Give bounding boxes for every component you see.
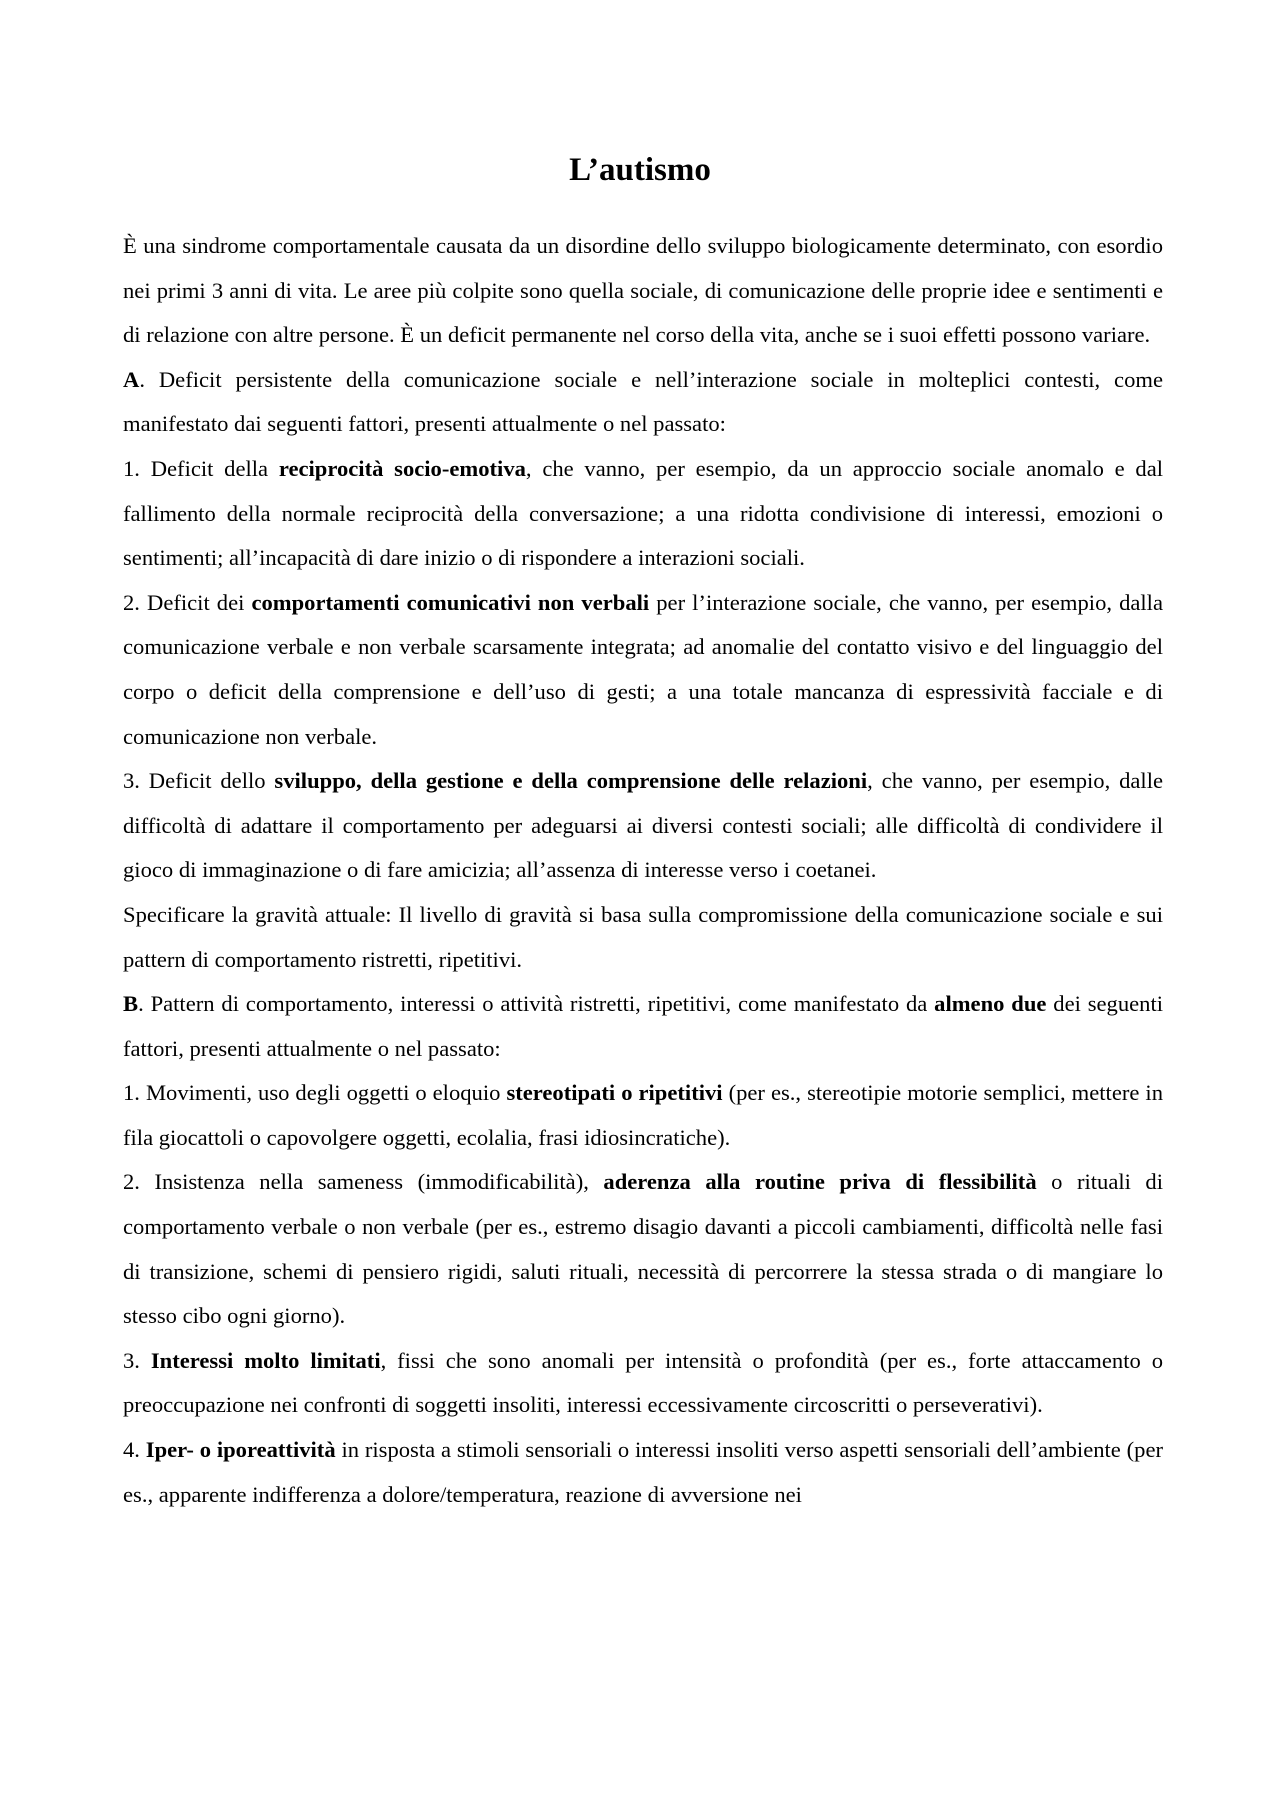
item-text: per l’interazione sociale, che vanno, per esempio, dalla comunicazione verbale e non verbale scarsamente integrata; ad anomalie del contatto visivo e del linguaggio del corpo o deficit della comprensione e dell’uso di gesti; a una totale mancanza di espressività facciale e di comunicazione non verbale. (123, 589, 1163, 749)
item-text: , fissi che sono anomali per intensità o profondità (per es., forte attaccamento o preoccupazione nei confronti di soggetti insoliti, interessi eccessivamente circoscritti o perseverativi). (123, 1347, 1163, 1418)
item-emphasis: comportamenti comunicativi non verbali (251, 589, 650, 615)
section-b-item-3 (123, 1339, 1163, 1428)
section-a-item-2 (123, 581, 1163, 759)
item-prefix: 1. Movimenti, uso degli oggetti o eloquio (123, 1080, 507, 1106)
severity-paragraph: Specificare la gravità attuale: Il livello di gravità si basa sulla compromissione della comunicazione sociale e sui pattern di comportamento ristretti, ripetitivi. (123, 901, 1163, 972)
item-prefix: 2. Insistenza nella sameness (immodificabilità), (123, 1169, 604, 1195)
item-text: (per es., stereotipie motorie semplici, mettere in fila giocattoli o capovolgere oggetti, ecolalia, frasi idiosincratiche). (123, 1080, 1163, 1150)
section-b-text-post: dei seguenti fattori, presenti attualmente o nel passato: (123, 991, 1164, 1061)
item-emphasis: reciprocità socio-emotiva (278, 455, 526, 481)
section-b-letter: B (123, 991, 139, 1017)
item-text: o rituali di comportamento verbale o non verbale (per es., estremo disagio davanti a piccoli cambiamenti, difficoltà nelle fasi di transizione, schemi di pensiero rigidi, saluti rituali, necessità di percorrere la stessa strada o di mangiare lo stesso cibo ogni giorno). (123, 1169, 1164, 1329)
section-b-text-pre: . Pattern di comportamento, interessi o attività ristretti, ripetitivi, come manifestato da (138, 991, 935, 1017)
item-emphasis: Interessi molto limitati (150, 1347, 381, 1373)
section-a-item-1 (123, 447, 1163, 581)
section-a-letter: A (123, 366, 140, 392)
item-text: , che vanno, per esempio, da un approccio sociale anomalo e dal fallimento della normale reciprocità della conversazione; a una ridotta condivisione di interessi, emozioni o sentimenti; all’incapacità di dare inizio o di rispondere a interazioni sociali. (123, 455, 1163, 571)
section-a-item-3 (123, 759, 1163, 893)
item-prefix: 3. Deficit dello (123, 768, 275, 794)
item-prefix: 4. (123, 1437, 146, 1463)
item-emphasis: sviluppo, della gestione e della comprensione delle relazioni (274, 768, 868, 794)
item-text: in risposta a stimoli sensoriali o interessi insoliti verso aspetti sensoriali dell’ambiente (per es., apparente indifferenza a dolore/temperatura, reazione di avversione nei (123, 1437, 1164, 1507)
section-a-text: . Deficit persistente della comunicazione sociale e nell’interazione sociale in molteplici contesti, come manifestato dai seguenti fattori, presenti attualmente o nel passato: (123, 366, 1163, 437)
intro-paragraph: È una sindrome comportamentale causata da un disordine dello sviluppo biologicamente determinato, con esordio nei primi 3 anni di vita. Le aree più colpite sono quella sociale, di comunicazione delle proprie idee e sentimenti e di relazione con altre persone. È un deficit permanente nel corso della vita, anche se i suoi effetti possono variare. (123, 233, 1163, 348)
item-emphasis: aderenza alla routine priva di flessibilità (603, 1169, 1037, 1195)
item-emphasis: stereotipati o ripetitivi (506, 1080, 723, 1106)
item-prefix: 2. Deficit dei (123, 589, 252, 615)
section-b-item-4 (123, 1428, 1163, 1517)
item-prefix: 3. (123, 1347, 151, 1373)
item-prefix: 1. Deficit della (123, 455, 279, 481)
item-text: , che vanno, per esempio, dalle difficoltà di adattare il comportamento per adeguarsi ai diversi contesti sociali; alle difficoltà di condividere il gioco di immaginazione o di fare amicizia; all’assenza di interesse verso i coetanei. (123, 768, 1163, 883)
item-emphasis: Iper- o iporeattività (145, 1437, 336, 1463)
section-b-heading (123, 982, 1163, 1071)
section-b-emphasis: almeno due (934, 991, 1047, 1017)
section-b-item-2 (123, 1160, 1163, 1338)
section-a-heading (123, 358, 1163, 447)
document-body (123, 224, 1163, 1517)
document-title: L’autismo (569, 152, 711, 188)
section-b-item-1 (123, 1071, 1163, 1160)
